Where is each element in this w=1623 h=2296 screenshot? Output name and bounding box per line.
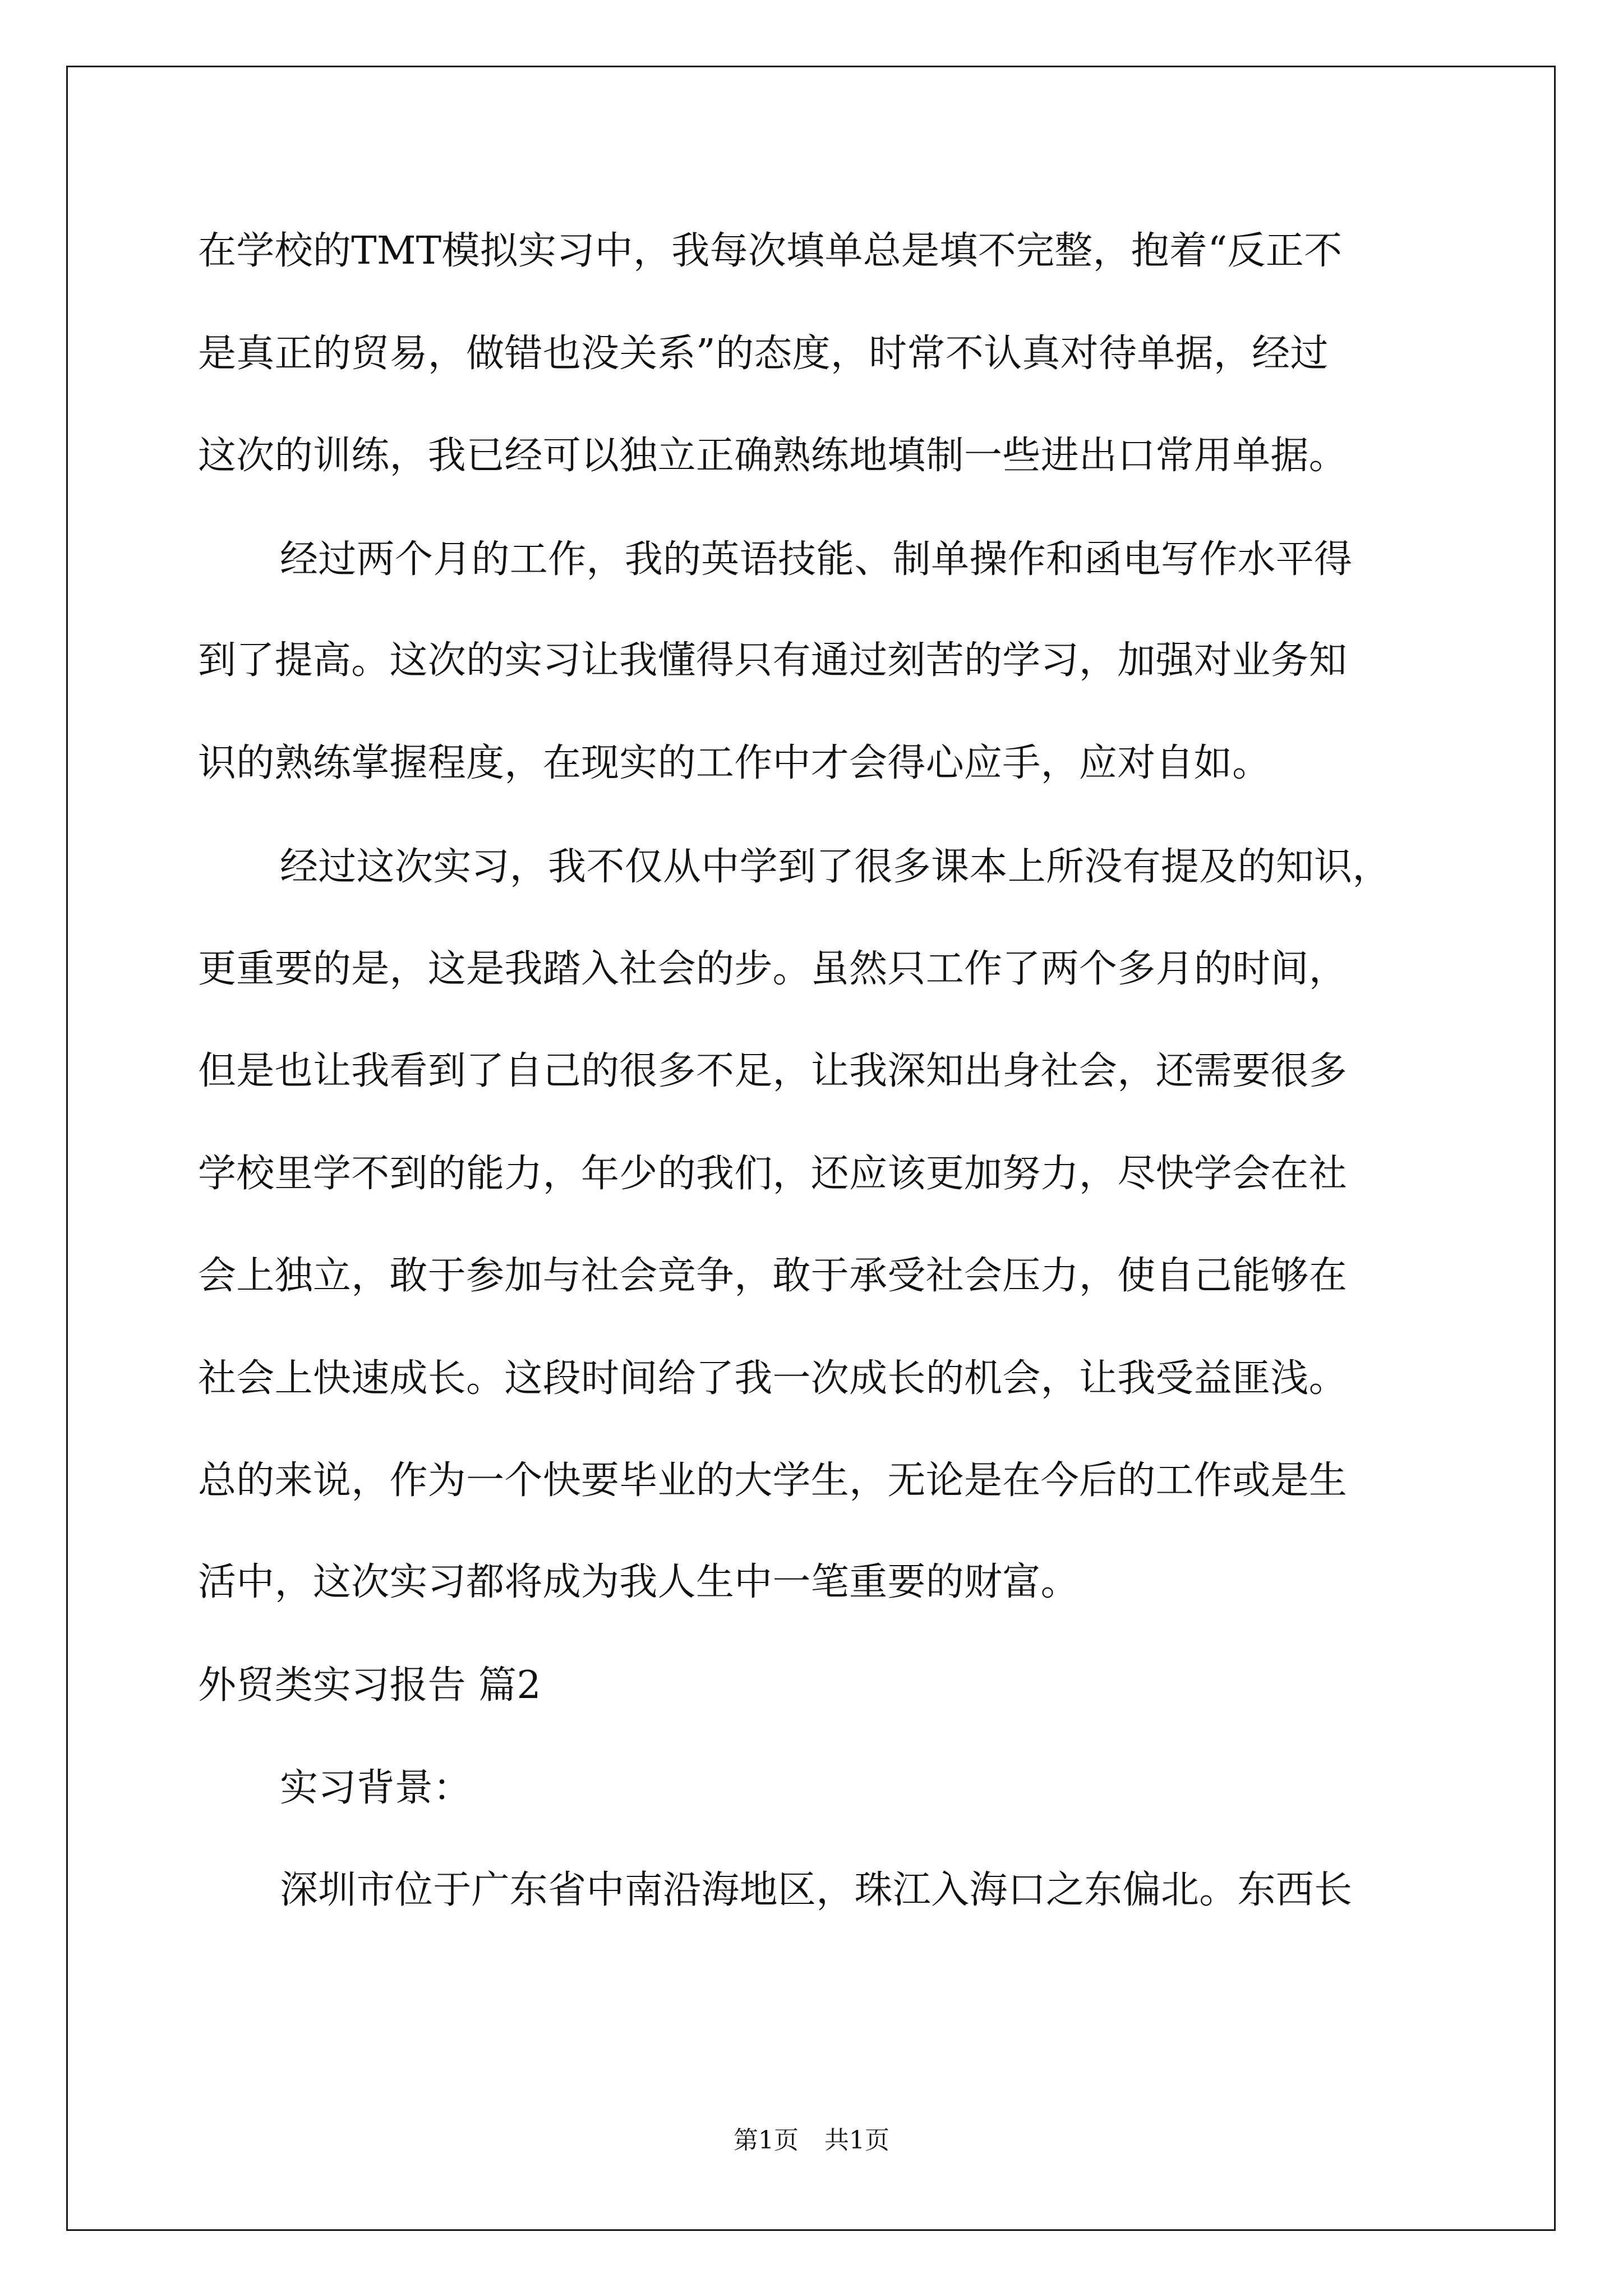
text-line: 这次的训练，我已经可以独立正确熟练地填制一些进出口常用单据。 xyxy=(198,434,1348,478)
text-line: 更重要的是，这是我踏入社会的步。虽然只工作了两个多月的时间， xyxy=(198,947,1348,991)
paragraph-first-line: 实习背景： xyxy=(280,1766,472,1810)
paragraph-first-line: 经过这次实习，我不仅从中学到了很多课本上所没有提及的知识， xyxy=(280,845,1391,889)
text-line: 会上独立，敢于参加与社会竞争，敢于承受社会压力，使自己能够在 xyxy=(198,1254,1348,1298)
text-line: 社会上快速成长。这段时间给了我一次成长的机会，让我受益匪浅。 xyxy=(198,1356,1348,1401)
text-line: 是真正的贸易，做错也没关系”的态度，时常不认真对待单据，经过 xyxy=(198,332,1329,376)
text-line: 但是也让我看到了自己的很多不足，让我深知出身社会，还需要很多 xyxy=(198,1049,1348,1093)
text-line: 学校里学不到的能力，年少的我们，还应该更加努力，尽快学会在社 xyxy=(198,1152,1348,1196)
page-footer xyxy=(0,2125,1623,2156)
text-line: 到了提高。这次的实习让我懂得只有通过刻苦的学习，加强对业务知 xyxy=(198,638,1348,683)
text-line: 识的熟练掌握程度，在现实的工作中才会得心应手，应对自如。 xyxy=(198,741,1271,785)
page-number: 第1页 xyxy=(734,2126,799,2155)
section-heading: 外贸类实习报告 篇2 xyxy=(198,1663,541,1708)
paragraph-first-line: 深圳市位于广东省中南沿海地区，珠江入海口之东偏北。东西长 xyxy=(280,1868,1353,1912)
paragraph-first-line: 经过两个月的工作，我的英语技能、制单操作和函电写作水平得 xyxy=(280,537,1353,582)
text-line: 在学校的TMT模拟实习中，我每次填单总是填不完整，抱着“反正不 xyxy=(198,229,1343,273)
text-line: 总的来说，作为一个快要毕业的大学生，无论是在今后的工作或是生 xyxy=(198,1458,1348,1503)
text-line: 活中，这次实习都将成为我人生中一笔重要的财富。 xyxy=(198,1560,1079,1604)
page-total: 共1页 xyxy=(824,2126,889,2155)
